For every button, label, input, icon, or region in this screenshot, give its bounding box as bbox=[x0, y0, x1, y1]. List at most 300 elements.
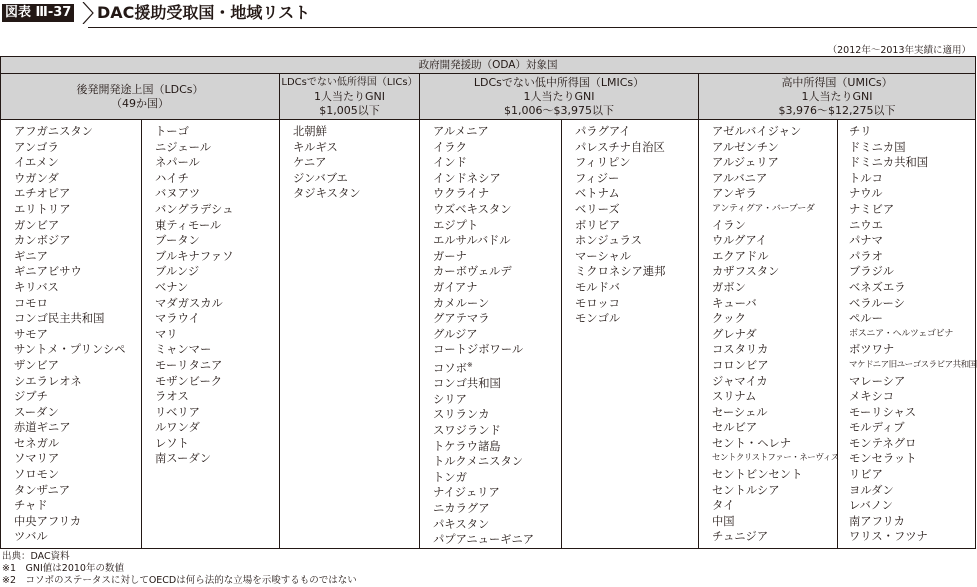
country-name: モンセラット bbox=[849, 452, 917, 466]
country-item bbox=[14, 327, 141, 343]
country-name: シエラレオネ bbox=[14, 374, 82, 388]
country-item bbox=[155, 296, 279, 312]
country-name: シリア bbox=[433, 392, 467, 406]
country-item bbox=[14, 202, 141, 218]
country-name: ベリーズ bbox=[575, 202, 620, 216]
country-name: モンテネグロ bbox=[849, 436, 917, 450]
country-item bbox=[712, 451, 837, 467]
country-name: ボスニア・ヘルツェゴビナ bbox=[849, 328, 954, 339]
country-name: セーシェル bbox=[712, 405, 768, 419]
lmic-header-gni: 1人当たりGNI bbox=[523, 89, 595, 103]
country-name: ブラジル bbox=[849, 265, 894, 279]
country-name: 南スーダン bbox=[155, 452, 212, 466]
country-name: サントメ・プリンシペ bbox=[14, 343, 126, 357]
country-name: モルドバ bbox=[575, 280, 620, 294]
country-name: ヨルダン bbox=[849, 483, 894, 497]
country-name: チリ bbox=[849, 125, 872, 138]
country-item bbox=[433, 249, 561, 265]
country-name: ガンビア bbox=[14, 218, 60, 232]
country-name: コロンビア bbox=[712, 358, 769, 372]
country-item bbox=[712, 296, 837, 312]
country-item bbox=[155, 327, 279, 343]
country-item bbox=[433, 264, 561, 280]
lmic-column-2 bbox=[562, 120, 699, 549]
country-name: コスタリカ bbox=[712, 343, 769, 357]
country-name: ウルグアイ bbox=[712, 234, 767, 248]
country-item bbox=[14, 514, 141, 530]
country-item bbox=[849, 436, 975, 452]
country-list bbox=[838, 120, 975, 545]
country-name: インド bbox=[433, 156, 467, 170]
country-item bbox=[849, 186, 975, 202]
country-name: ジブチ bbox=[14, 390, 48, 404]
country-item bbox=[849, 529, 975, 545]
ldc-column-1 bbox=[1, 120, 142, 549]
country-item bbox=[575, 264, 698, 280]
lmic-header-title: LDCsでない低中所得国（LMICs） bbox=[473, 75, 645, 89]
country-item bbox=[14, 389, 141, 405]
country-name: スリランカ bbox=[433, 408, 490, 422]
country-item bbox=[712, 124, 837, 140]
country-name: ツバル bbox=[14, 530, 48, 544]
country-name: タイ bbox=[712, 499, 735, 513]
country-name: モーリタニア bbox=[155, 358, 223, 372]
country-name: タジキスタン bbox=[293, 187, 361, 201]
footnote-mark: ※ bbox=[466, 360, 473, 369]
country-item bbox=[712, 358, 837, 374]
country-name: ブータン bbox=[155, 234, 200, 248]
ldc-header-title: 後発開発途上国（LDCs） bbox=[76, 82, 204, 96]
page-title: DAC援助受取国・地域リスト bbox=[97, 3, 311, 22]
country-item bbox=[712, 483, 837, 499]
country-item bbox=[849, 327, 975, 343]
country-item bbox=[155, 140, 279, 156]
country-name: カザフスタン bbox=[712, 265, 780, 279]
country-item bbox=[712, 171, 837, 187]
country-item bbox=[849, 467, 975, 483]
country-name: パプアニューギニア bbox=[433, 533, 535, 547]
country-item bbox=[849, 514, 975, 530]
country-item bbox=[14, 405, 141, 421]
country-name: セント・ヘレナ bbox=[712, 436, 792, 450]
country-item bbox=[155, 155, 279, 171]
country-name: ベネズエラ bbox=[849, 280, 906, 294]
country-name: パラオ bbox=[849, 249, 883, 263]
country-name: ワリス・フツナ bbox=[849, 530, 928, 544]
country-name: マーシャル bbox=[575, 249, 632, 263]
country-name: クック bbox=[712, 312, 746, 326]
country-name: アルメニア bbox=[433, 125, 489, 138]
applicable-period-note: （2012年～2013年実績に適用） bbox=[827, 45, 971, 56]
country-item bbox=[433, 532, 561, 548]
lic-header-title: LDCsでない低所得国（LICs） bbox=[281, 76, 418, 88]
country-name: イラン bbox=[712, 218, 746, 232]
country-name: マリ bbox=[155, 327, 178, 341]
country-name: アルバニア bbox=[712, 171, 768, 185]
country-name: ホンジュラス bbox=[575, 234, 642, 248]
country-name: ボツワナ bbox=[849, 343, 895, 357]
country-item bbox=[14, 420, 141, 436]
country-name: リベリア bbox=[155, 405, 200, 419]
country-item bbox=[14, 171, 141, 187]
lmic-column-1 bbox=[420, 120, 562, 549]
country-item bbox=[14, 483, 141, 499]
country-name: マレーシア bbox=[849, 374, 906, 388]
country-name: コートジボワール bbox=[433, 343, 524, 357]
country-name: インドネシア bbox=[433, 171, 501, 185]
country-name: セントルシア bbox=[712, 483, 780, 497]
country-name: 東ティモール bbox=[155, 218, 222, 232]
country-item bbox=[155, 342, 279, 358]
country-name: トーゴ bbox=[155, 125, 189, 138]
country-name: アフガニスタン bbox=[14, 125, 93, 138]
country-name: エチオピア bbox=[14, 187, 71, 201]
country-item bbox=[712, 374, 837, 390]
country-name: ソロモン bbox=[14, 468, 60, 482]
country-name: カーボヴェルデ bbox=[433, 265, 512, 279]
country-item bbox=[433, 311, 561, 327]
country-item bbox=[155, 264, 279, 280]
country-item bbox=[14, 249, 141, 265]
country-item bbox=[712, 311, 837, 327]
country-name: ジンバブエ bbox=[293, 171, 348, 185]
country-name: イエメン bbox=[14, 156, 59, 170]
title-bar bbox=[0, 2, 977, 28]
country-name: 中国 bbox=[712, 514, 735, 528]
country-item bbox=[712, 186, 837, 202]
country-item bbox=[155, 171, 279, 187]
country-item bbox=[14, 233, 141, 249]
country-name: タンザニア bbox=[14, 483, 71, 497]
country-name: グルジア bbox=[433, 327, 478, 341]
country-item bbox=[155, 389, 279, 405]
country-item bbox=[433, 202, 561, 218]
umic-header bbox=[699, 74, 976, 120]
country-item bbox=[155, 436, 279, 452]
country-item bbox=[849, 171, 975, 187]
country-name: ギニアビサウ bbox=[14, 265, 82, 279]
country-item bbox=[433, 407, 561, 423]
country-name: ミクロネシア連邦 bbox=[575, 265, 666, 279]
country-item bbox=[293, 186, 419, 202]
country-item bbox=[293, 124, 419, 140]
country-list bbox=[562, 120, 698, 327]
country-item bbox=[433, 296, 561, 312]
country-item bbox=[575, 233, 698, 249]
country-name: パキスタン bbox=[433, 517, 490, 531]
country-item bbox=[155, 280, 279, 296]
country-item bbox=[155, 186, 279, 202]
country-name: ニウエ bbox=[849, 218, 883, 232]
country-item bbox=[712, 514, 837, 530]
umic-header-range: $3,976～$12,275以下 bbox=[778, 103, 896, 117]
country-item bbox=[14, 358, 141, 374]
country-name: アルジェリア bbox=[712, 156, 779, 170]
country-item bbox=[433, 140, 561, 156]
country-name: ベナン bbox=[155, 280, 189, 294]
country-name: ナウル bbox=[849, 187, 883, 201]
title-underline bbox=[88, 27, 977, 28]
country-name: アンゴラ bbox=[14, 140, 59, 154]
country-item bbox=[433, 501, 561, 517]
country-name: ラオス bbox=[155, 390, 189, 404]
country-item bbox=[433, 454, 561, 470]
country-name: キリバス bbox=[14, 280, 59, 294]
country-name: 中央アフリカ bbox=[14, 514, 82, 528]
country-item bbox=[155, 358, 279, 374]
country-name: サモア bbox=[14, 327, 48, 341]
lic-header bbox=[280, 74, 420, 120]
country-item bbox=[575, 186, 698, 202]
chevron-right-icon bbox=[82, 2, 94, 24]
country-item bbox=[155, 451, 279, 467]
country-item bbox=[14, 296, 141, 312]
country-name: ガボン bbox=[712, 280, 746, 294]
country-name: ウズベキスタン bbox=[433, 202, 512, 216]
country-item bbox=[849, 249, 975, 265]
country-name: ニジェール bbox=[155, 140, 212, 154]
country-item bbox=[433, 342, 561, 358]
country-item bbox=[575, 202, 698, 218]
country-item bbox=[712, 420, 837, 436]
country-item bbox=[433, 470, 561, 486]
country-name: アンギラ bbox=[712, 187, 757, 201]
country-item bbox=[575, 124, 698, 140]
country-item bbox=[575, 218, 698, 234]
country-item bbox=[14, 280, 141, 296]
country-item bbox=[849, 405, 975, 421]
country-name: エリトリア bbox=[14, 202, 71, 216]
country-name: ニカラグア bbox=[433, 502, 490, 516]
country-item bbox=[849, 280, 975, 296]
country-item bbox=[433, 186, 561, 202]
country-item bbox=[575, 155, 698, 171]
country-name: スリナム bbox=[712, 390, 757, 404]
country-name: エジプト bbox=[433, 218, 479, 232]
country-item bbox=[433, 233, 561, 249]
country-item bbox=[155, 202, 279, 218]
country-item bbox=[712, 467, 837, 483]
country-item bbox=[712, 436, 837, 452]
country-name: ガーナ bbox=[433, 249, 467, 263]
ldc-column-2 bbox=[142, 120, 280, 549]
country-item bbox=[433, 358, 561, 376]
dac-recipient-table bbox=[0, 56, 976, 549]
country-name: モルディブ bbox=[849, 421, 905, 435]
country-item bbox=[14, 218, 141, 234]
country-item bbox=[575, 171, 698, 187]
country-item bbox=[14, 342, 141, 358]
country-item bbox=[433, 376, 561, 392]
country-name: 南アフリカ bbox=[849, 514, 905, 528]
country-name: アルゼンチン bbox=[712, 140, 779, 154]
country-name: ナイジェリア bbox=[433, 486, 500, 500]
country-name: セントクリストファー・ネーヴィス bbox=[712, 453, 839, 464]
country-name: マダガスカル bbox=[155, 296, 223, 310]
lic-header-gni: 1人当たりGNI bbox=[314, 89, 385, 103]
country-name: パレスチナ自治区 bbox=[575, 140, 665, 154]
country-name: ケニア bbox=[293, 156, 327, 170]
country-item bbox=[14, 467, 141, 483]
umic-header-gni: 1人当たりGNI bbox=[801, 89, 873, 103]
country-item bbox=[849, 155, 975, 171]
country-name: セルビア bbox=[712, 421, 758, 435]
country-item bbox=[849, 296, 975, 312]
country-name: ブルンジ bbox=[155, 265, 200, 279]
country-item bbox=[14, 124, 141, 140]
country-item bbox=[849, 311, 975, 327]
country-list bbox=[699, 120, 837, 545]
lmic-header bbox=[420, 74, 699, 120]
country-name: セネガル bbox=[14, 436, 60, 450]
country-item bbox=[849, 483, 975, 499]
country-item bbox=[712, 280, 837, 296]
country-item bbox=[433, 171, 561, 187]
country-item bbox=[849, 140, 975, 156]
country-item bbox=[293, 140, 419, 156]
footnote-2: ※2 コソボのステータスに対してOECDは何ら法的な立場を示唆するものではない bbox=[2, 575, 357, 586]
country-item bbox=[433, 392, 561, 408]
country-name: リビア bbox=[849, 468, 883, 482]
country-item bbox=[575, 249, 698, 265]
country-name: マラウイ bbox=[155, 312, 200, 326]
country-name: バヌアツ bbox=[155, 187, 201, 201]
country-item bbox=[849, 124, 975, 140]
country-name: カメルーン bbox=[433, 296, 490, 310]
country-list bbox=[142, 120, 279, 467]
country-item bbox=[293, 171, 419, 187]
country-item bbox=[712, 155, 837, 171]
country-item bbox=[14, 155, 141, 171]
country-name: パラグアイ bbox=[575, 125, 631, 138]
country-name: カンボジア bbox=[14, 234, 71, 248]
country-list bbox=[280, 120, 419, 202]
country-name: ギニア bbox=[14, 249, 48, 263]
country-name: キューバ bbox=[712, 296, 757, 310]
country-name: ガイアナ bbox=[433, 280, 478, 294]
country-name: チャド bbox=[14, 499, 48, 513]
country-item bbox=[849, 389, 975, 405]
country-name: ジャマイカ bbox=[712, 374, 768, 388]
footer-notes bbox=[2, 551, 357, 587]
country-name: スーダン bbox=[14, 405, 59, 419]
country-name: ブルキナファソ bbox=[155, 249, 234, 263]
country-item bbox=[14, 436, 141, 452]
country-name: コソボ bbox=[433, 361, 467, 375]
country-name: メキシコ bbox=[849, 390, 895, 404]
country-list bbox=[420, 120, 561, 548]
country-item bbox=[849, 498, 975, 514]
umic-column-2 bbox=[838, 120, 976, 549]
country-item bbox=[433, 124, 561, 140]
country-item bbox=[849, 420, 975, 436]
country-item bbox=[712, 233, 837, 249]
country-item bbox=[849, 264, 975, 280]
country-item bbox=[712, 140, 837, 156]
country-item bbox=[14, 140, 141, 156]
country-item bbox=[575, 296, 698, 312]
country-item bbox=[155, 420, 279, 436]
country-item bbox=[712, 529, 837, 545]
country-name: ネパール bbox=[155, 156, 200, 170]
country-item bbox=[712, 498, 837, 514]
country-name: アンティグア・バーブーダ bbox=[712, 203, 815, 214]
country-name: アゼルバイジャン bbox=[712, 125, 802, 138]
umic-header-title: 高中所得国（UMICs） bbox=[781, 75, 893, 89]
country-item bbox=[575, 280, 698, 296]
country-name: グレナダ bbox=[712, 327, 757, 341]
country-item bbox=[14, 374, 141, 390]
country-name: レソト bbox=[155, 436, 189, 450]
country-name: ドミニカ共和国 bbox=[849, 156, 929, 170]
footnote-1: ※1 GNI値は2010年の数値 bbox=[2, 563, 124, 574]
country-name: モンゴル bbox=[575, 312, 621, 326]
country-item bbox=[14, 186, 141, 202]
country-name: ナミビア bbox=[849, 202, 895, 216]
country-name: ミャンマー bbox=[155, 343, 212, 357]
country-item bbox=[14, 498, 141, 514]
country-item bbox=[575, 311, 698, 327]
country-name: トルクメニスタン bbox=[433, 455, 524, 469]
country-item bbox=[155, 233, 279, 249]
country-item bbox=[433, 439, 561, 455]
country-item bbox=[849, 358, 975, 374]
country-name: ザンビア bbox=[14, 358, 59, 372]
country-name: トンガ bbox=[433, 470, 467, 484]
country-item bbox=[14, 451, 141, 467]
country-name: ペルー bbox=[849, 312, 883, 326]
country-name: マケドニア旧ユーゴスラビア共和国 bbox=[849, 359, 977, 370]
country-name: 北朝鮮 bbox=[293, 125, 327, 138]
country-item bbox=[155, 249, 279, 265]
country-item bbox=[849, 374, 975, 390]
country-item bbox=[712, 249, 837, 265]
country-name: ベトナム bbox=[575, 187, 620, 201]
country-name: スワジランド bbox=[433, 424, 501, 438]
country-item bbox=[849, 451, 975, 467]
country-name: フィリピン bbox=[575, 156, 631, 170]
country-name: ウクライナ bbox=[433, 187, 490, 201]
country-item bbox=[849, 233, 975, 249]
country-item bbox=[293, 155, 419, 171]
country-name: フィジー bbox=[575, 171, 620, 185]
country-item bbox=[575, 140, 698, 156]
country-name: エルサルバドル bbox=[433, 234, 511, 248]
country-name: レバノン bbox=[849, 499, 893, 513]
country-name: トケラウ諸島 bbox=[433, 439, 501, 453]
country-name: チュニジア bbox=[712, 530, 769, 544]
country-item bbox=[712, 405, 837, 421]
country-item bbox=[433, 155, 561, 171]
country-name: モロッコ bbox=[575, 296, 620, 310]
figure-number: 図表 Ⅲ-37 bbox=[2, 4, 74, 22]
ldc-header-count: （49か国） bbox=[111, 96, 169, 110]
country-name: ハイチ bbox=[155, 171, 189, 185]
country-name: パナマ bbox=[849, 234, 883, 248]
country-item bbox=[155, 311, 279, 327]
country-item bbox=[849, 202, 975, 218]
lic-header-range: $1,005以下 bbox=[319, 103, 380, 117]
country-name: ドミニカ国 bbox=[849, 140, 906, 154]
country-item bbox=[14, 311, 141, 327]
country-item bbox=[14, 264, 141, 280]
country-name: トルコ bbox=[849, 171, 883, 185]
country-name: コンゴ民主共和国 bbox=[14, 312, 105, 326]
country-item bbox=[712, 264, 837, 280]
country-item bbox=[155, 374, 279, 390]
country-item bbox=[433, 280, 561, 296]
source-note: 出典：DAC資料 bbox=[2, 551, 70, 562]
